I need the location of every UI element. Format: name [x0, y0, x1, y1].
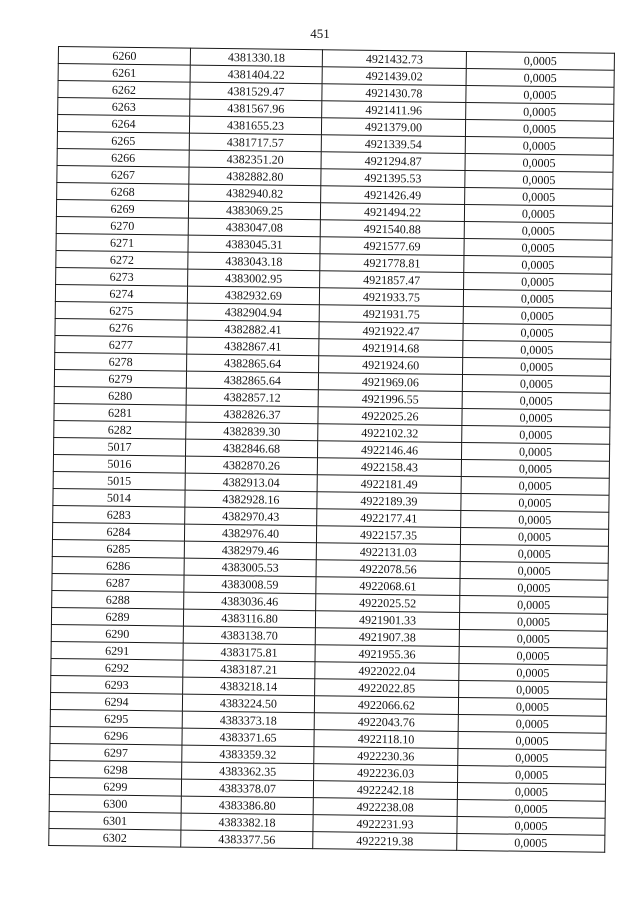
y-coordinate-cell: 4922238.08	[313, 798, 457, 817]
error-value-cell: 0,0005	[466, 51, 614, 70]
point-number-cell: 6281	[54, 403, 186, 422]
x-coordinate-cell: 4382865.64	[186, 371, 318, 390]
y-coordinate-cell: 4921411.96	[322, 101, 466, 120]
coordinates-table-body	[49, 47, 615, 853]
x-coordinate-cell: 4381529.47	[190, 82, 322, 101]
error-value-cell: 0,0005	[465, 187, 613, 206]
y-coordinate-cell: 4921924.60	[319, 356, 463, 375]
error-value-cell: 0,0005	[465, 119, 613, 138]
y-coordinate-cell: 4921294.87	[321, 152, 465, 171]
error-value-cell: 0,0005	[463, 289, 611, 308]
y-coordinate-cell: 4922022.04	[315, 662, 459, 681]
y-coordinate-cell: 4922068.61	[316, 577, 460, 596]
x-coordinate-cell: 4381404.22	[190, 65, 322, 84]
error-value-cell: 0,0005	[464, 204, 612, 223]
x-coordinate-cell: 4382932.69	[187, 286, 319, 305]
x-coordinate-cell: 4383386.80	[181, 796, 313, 815]
point-number-cell: 6282	[54, 420, 186, 439]
x-coordinate-cell: 4383138.70	[183, 626, 315, 645]
y-coordinate-cell: 4921494.22	[320, 203, 464, 222]
y-coordinate-cell: 4922078.56	[316, 560, 460, 579]
error-value-cell: 0,0005	[464, 221, 612, 240]
y-coordinate-cell: 4922022.85	[315, 679, 459, 698]
error-value-cell: 0,0005	[459, 612, 607, 631]
y-coordinate-cell: 4922181.49	[317, 475, 461, 494]
point-number-cell: 5014	[53, 488, 185, 507]
point-number-cell: 6273	[56, 267, 188, 286]
x-coordinate-cell: 4383371.65	[182, 728, 314, 747]
error-value-cell: 0,0005	[458, 748, 606, 767]
point-number-cell: 6276	[55, 318, 187, 337]
x-coordinate-cell: 4383002.95	[188, 269, 320, 288]
point-number-cell: 6269	[56, 199, 188, 218]
y-coordinate-cell: 4922025.26	[318, 407, 462, 426]
x-coordinate-cell: 4383377.56	[181, 830, 313, 849]
y-coordinate-cell: 4922158.43	[317, 458, 461, 477]
x-coordinate-cell: 4381717.57	[189, 133, 321, 152]
x-coordinate-cell: 4383218.14	[183, 677, 315, 696]
error-value-cell: 0,0005	[464, 255, 612, 274]
x-coordinate-cell: 4382882.80	[189, 167, 321, 186]
y-coordinate-cell: 4922236.03	[314, 764, 458, 783]
error-value-cell: 0,0005	[464, 272, 612, 291]
y-coordinate-cell: 4922118.10	[314, 730, 458, 749]
point-number-cell: 6293	[51, 675, 183, 694]
point-number-cell: 6277	[55, 335, 187, 354]
point-number-cell: 6286	[52, 556, 184, 575]
error-value-cell: 0,0005	[457, 833, 605, 852]
x-coordinate-cell: 4383036.46	[184, 592, 316, 611]
x-coordinate-cell: 4383373.18	[182, 711, 314, 730]
point-number-cell: 6296	[50, 726, 182, 745]
x-coordinate-cell: 4382870.26	[185, 456, 317, 475]
error-value-cell: 0,0005	[462, 425, 610, 444]
x-coordinate-cell: 4382857.12	[186, 388, 318, 407]
error-value-cell: 0,0005	[461, 476, 609, 495]
point-number-cell: 6290	[51, 624, 183, 643]
page-number: 451	[310, 26, 330, 41]
x-coordinate-cell: 4382928.16	[185, 490, 317, 509]
error-value-cell: 0,0005	[465, 136, 613, 155]
y-coordinate-cell: 4922219.38	[313, 832, 457, 851]
x-coordinate-cell: 4381655.23	[189, 116, 321, 135]
y-coordinate-cell: 4922066.62	[314, 696, 458, 715]
error-value-cell: 0,0005	[458, 731, 606, 750]
error-value-cell: 0,0005	[461, 459, 609, 478]
point-number-cell: 6297	[50, 743, 182, 762]
error-value-cell: 0,0005	[458, 697, 606, 716]
point-number-cell: 6272	[56, 250, 188, 269]
y-coordinate-cell: 4921857.47	[320, 271, 464, 290]
y-coordinate-cell: 4921426.49	[321, 186, 465, 205]
point-number-cell: 6268	[57, 182, 189, 201]
x-coordinate-cell: 4383382.18	[181, 813, 313, 832]
x-coordinate-cell: 4382865.64	[187, 354, 319, 373]
y-coordinate-cell: 4922157.35	[316, 526, 460, 545]
x-coordinate-cell: 4382867.41	[187, 337, 319, 356]
x-coordinate-cell: 4382904.94	[187, 303, 319, 322]
point-number-cell: 5016	[53, 454, 185, 473]
x-coordinate-cell: 4382351.20	[189, 150, 321, 169]
point-number-cell: 6287	[52, 573, 184, 592]
x-coordinate-cell: 4383359.32	[182, 745, 314, 764]
y-coordinate-cell: 4921577.69	[320, 237, 464, 256]
point-number-cell: 6261	[58, 64, 190, 83]
point-number-cell: 6302	[49, 828, 181, 847]
error-value-cell: 0,0005	[459, 646, 607, 665]
x-coordinate-cell: 4383005.53	[184, 558, 316, 577]
point-number-cell: 6267	[57, 165, 189, 184]
error-value-cell: 0,0005	[466, 85, 614, 104]
x-coordinate-cell: 4382839.30	[186, 422, 318, 441]
y-coordinate-cell: 4921922.47	[319, 322, 463, 341]
point-number-cell: 6294	[50, 692, 182, 711]
error-value-cell: 0,0005	[462, 408, 610, 427]
point-number-cell: 5015	[53, 471, 185, 490]
point-number-cell: 6263	[58, 98, 190, 117]
y-coordinate-cell: 4921430.78	[322, 84, 466, 103]
error-value-cell: 0,0005	[465, 170, 613, 189]
y-coordinate-cell: 4921432.73	[322, 50, 466, 69]
error-value-cell: 0,0005	[457, 816, 605, 835]
error-value-cell: 0,0005	[461, 442, 609, 461]
y-coordinate-cell: 4921395.53	[321, 169, 465, 188]
y-coordinate-cell: 4922231.93	[313, 815, 457, 834]
x-coordinate-cell: 4383116.80	[183, 609, 315, 628]
point-number-cell: 6291	[51, 641, 183, 660]
x-coordinate-cell: 4383008.59	[184, 575, 316, 594]
point-number-cell: 5017	[54, 437, 186, 456]
point-number-cell: 6288	[52, 590, 184, 609]
x-coordinate-cell: 4383045.31	[188, 235, 320, 254]
x-coordinate-cell: 4382970.43	[185, 507, 317, 526]
error-value-cell: 0,0005	[463, 323, 611, 342]
x-coordinate-cell: 4383187.21	[183, 660, 315, 679]
point-number-cell: 6289	[51, 607, 183, 626]
error-value-cell: 0,0005	[460, 578, 608, 597]
x-coordinate-cell: 4382826.37	[186, 405, 318, 424]
point-number-cell: 6284	[52, 522, 184, 541]
x-coordinate-cell: 4383175.81	[183, 643, 315, 662]
x-coordinate-cell: 4381567.96	[190, 99, 322, 118]
point-number-cell: 6300	[49, 794, 181, 813]
y-coordinate-cell: 4922043.76	[314, 713, 458, 732]
error-value-cell: 0,0005	[461, 510, 609, 529]
y-coordinate-cell: 4921914.68	[319, 339, 463, 358]
error-value-cell: 0,0005	[460, 527, 608, 546]
y-coordinate-cell: 4921996.55	[318, 390, 462, 409]
point-number-cell: 6285	[52, 539, 184, 558]
error-value-cell: 0,0005	[463, 340, 611, 359]
coordinates-table	[48, 46, 615, 853]
y-coordinate-cell: 4922189.39	[317, 492, 461, 511]
error-value-cell: 0,0005	[466, 68, 614, 87]
point-number-cell: 6271	[56, 233, 188, 252]
y-coordinate-cell: 4922242.18	[313, 781, 457, 800]
x-coordinate-cell: 4382976.40	[184, 524, 316, 543]
x-coordinate-cell: 4383047.08	[188, 218, 320, 237]
error-value-cell: 0,0005	[463, 357, 611, 376]
y-coordinate-cell: 4921901.33	[315, 611, 459, 630]
y-coordinate-cell: 4921379.00	[321, 118, 465, 137]
point-number-cell: 6298	[50, 760, 182, 779]
error-value-cell: 0,0005	[461, 493, 609, 512]
error-value-cell: 0,0005	[460, 595, 608, 614]
error-value-cell: 0,0005	[458, 765, 606, 784]
error-value-cell: 0,0005	[459, 680, 607, 699]
error-value-cell: 0,0005	[460, 544, 608, 563]
error-value-cell: 0,0005	[457, 799, 605, 818]
y-coordinate-cell: 4922177.41	[317, 509, 461, 528]
error-value-cell: 0,0005	[464, 238, 612, 257]
y-coordinate-cell: 4921339.54	[321, 135, 465, 154]
point-number-cell: 6270	[56, 216, 188, 235]
point-number-cell: 6260	[58, 47, 190, 66]
error-value-cell: 0,0005	[462, 374, 610, 393]
error-value-cell: 0,0005	[459, 663, 607, 682]
error-value-cell: 0,0005	[463, 306, 611, 325]
y-coordinate-cell: 4921439.02	[322, 67, 466, 86]
y-coordinate-cell: 4921933.75	[319, 288, 463, 307]
y-coordinate-cell: 4922146.46	[317, 441, 461, 460]
x-coordinate-cell: 4382979.46	[184, 541, 316, 560]
error-value-cell: 0,0005	[466, 102, 614, 121]
point-number-cell: 6266	[57, 148, 189, 167]
y-coordinate-cell: 4921778.81	[320, 254, 464, 273]
y-coordinate-cell: 4922102.32	[318, 424, 462, 443]
x-coordinate-cell: 4383378.07	[181, 779, 313, 798]
error-value-cell: 0,0005	[459, 629, 607, 648]
point-number-cell: 6262	[58, 81, 190, 100]
x-coordinate-cell: 4381330.18	[190, 48, 322, 67]
point-number-cell: 6280	[54, 386, 186, 405]
point-number-cell: 6299	[49, 777, 181, 796]
point-number-cell: 6295	[50, 709, 182, 728]
y-coordinate-cell: 4921955.36	[315, 645, 459, 664]
point-number-cell: 6264	[57, 115, 189, 134]
y-coordinate-cell: 4922230.36	[314, 747, 458, 766]
error-value-cell: 0,0005	[458, 714, 606, 733]
point-number-cell: 6274	[55, 284, 187, 303]
point-number-cell: 6301	[49, 811, 181, 830]
point-number-cell: 6283	[53, 505, 185, 524]
point-number-cell: 6292	[51, 658, 183, 677]
point-number-cell: 6278	[55, 352, 187, 371]
coordinates-table-container	[48, 46, 610, 853]
error-value-cell: 0,0005	[465, 153, 613, 172]
x-coordinate-cell: 4382913.04	[185, 473, 317, 492]
y-coordinate-cell: 4922025.52	[316, 594, 460, 613]
x-coordinate-cell: 4382882.41	[187, 320, 319, 339]
y-coordinate-cell: 4921907.38	[315, 628, 459, 647]
y-coordinate-cell: 4922131.03	[316, 543, 460, 562]
x-coordinate-cell: 4382940.82	[189, 184, 321, 203]
point-number-cell: 6279	[54, 369, 186, 388]
x-coordinate-cell: 4383069.25	[188, 201, 320, 220]
y-coordinate-cell: 4921969.06	[318, 373, 462, 392]
point-number-cell: 6275	[55, 301, 187, 320]
x-coordinate-cell: 4383362.35	[182, 762, 314, 781]
error-value-cell: 0,0005	[457, 782, 605, 801]
x-coordinate-cell: 4383043.18	[188, 252, 320, 271]
point-number-cell: 6265	[57, 131, 189, 150]
x-coordinate-cell: 4383224.50	[182, 694, 314, 713]
error-value-cell: 0,0005	[460, 561, 608, 580]
y-coordinate-cell: 4921540.88	[320, 220, 464, 239]
x-coordinate-cell: 4382846.68	[185, 439, 317, 458]
error-value-cell: 0,0005	[462, 391, 610, 410]
y-coordinate-cell: 4921931.75	[319, 305, 463, 324]
